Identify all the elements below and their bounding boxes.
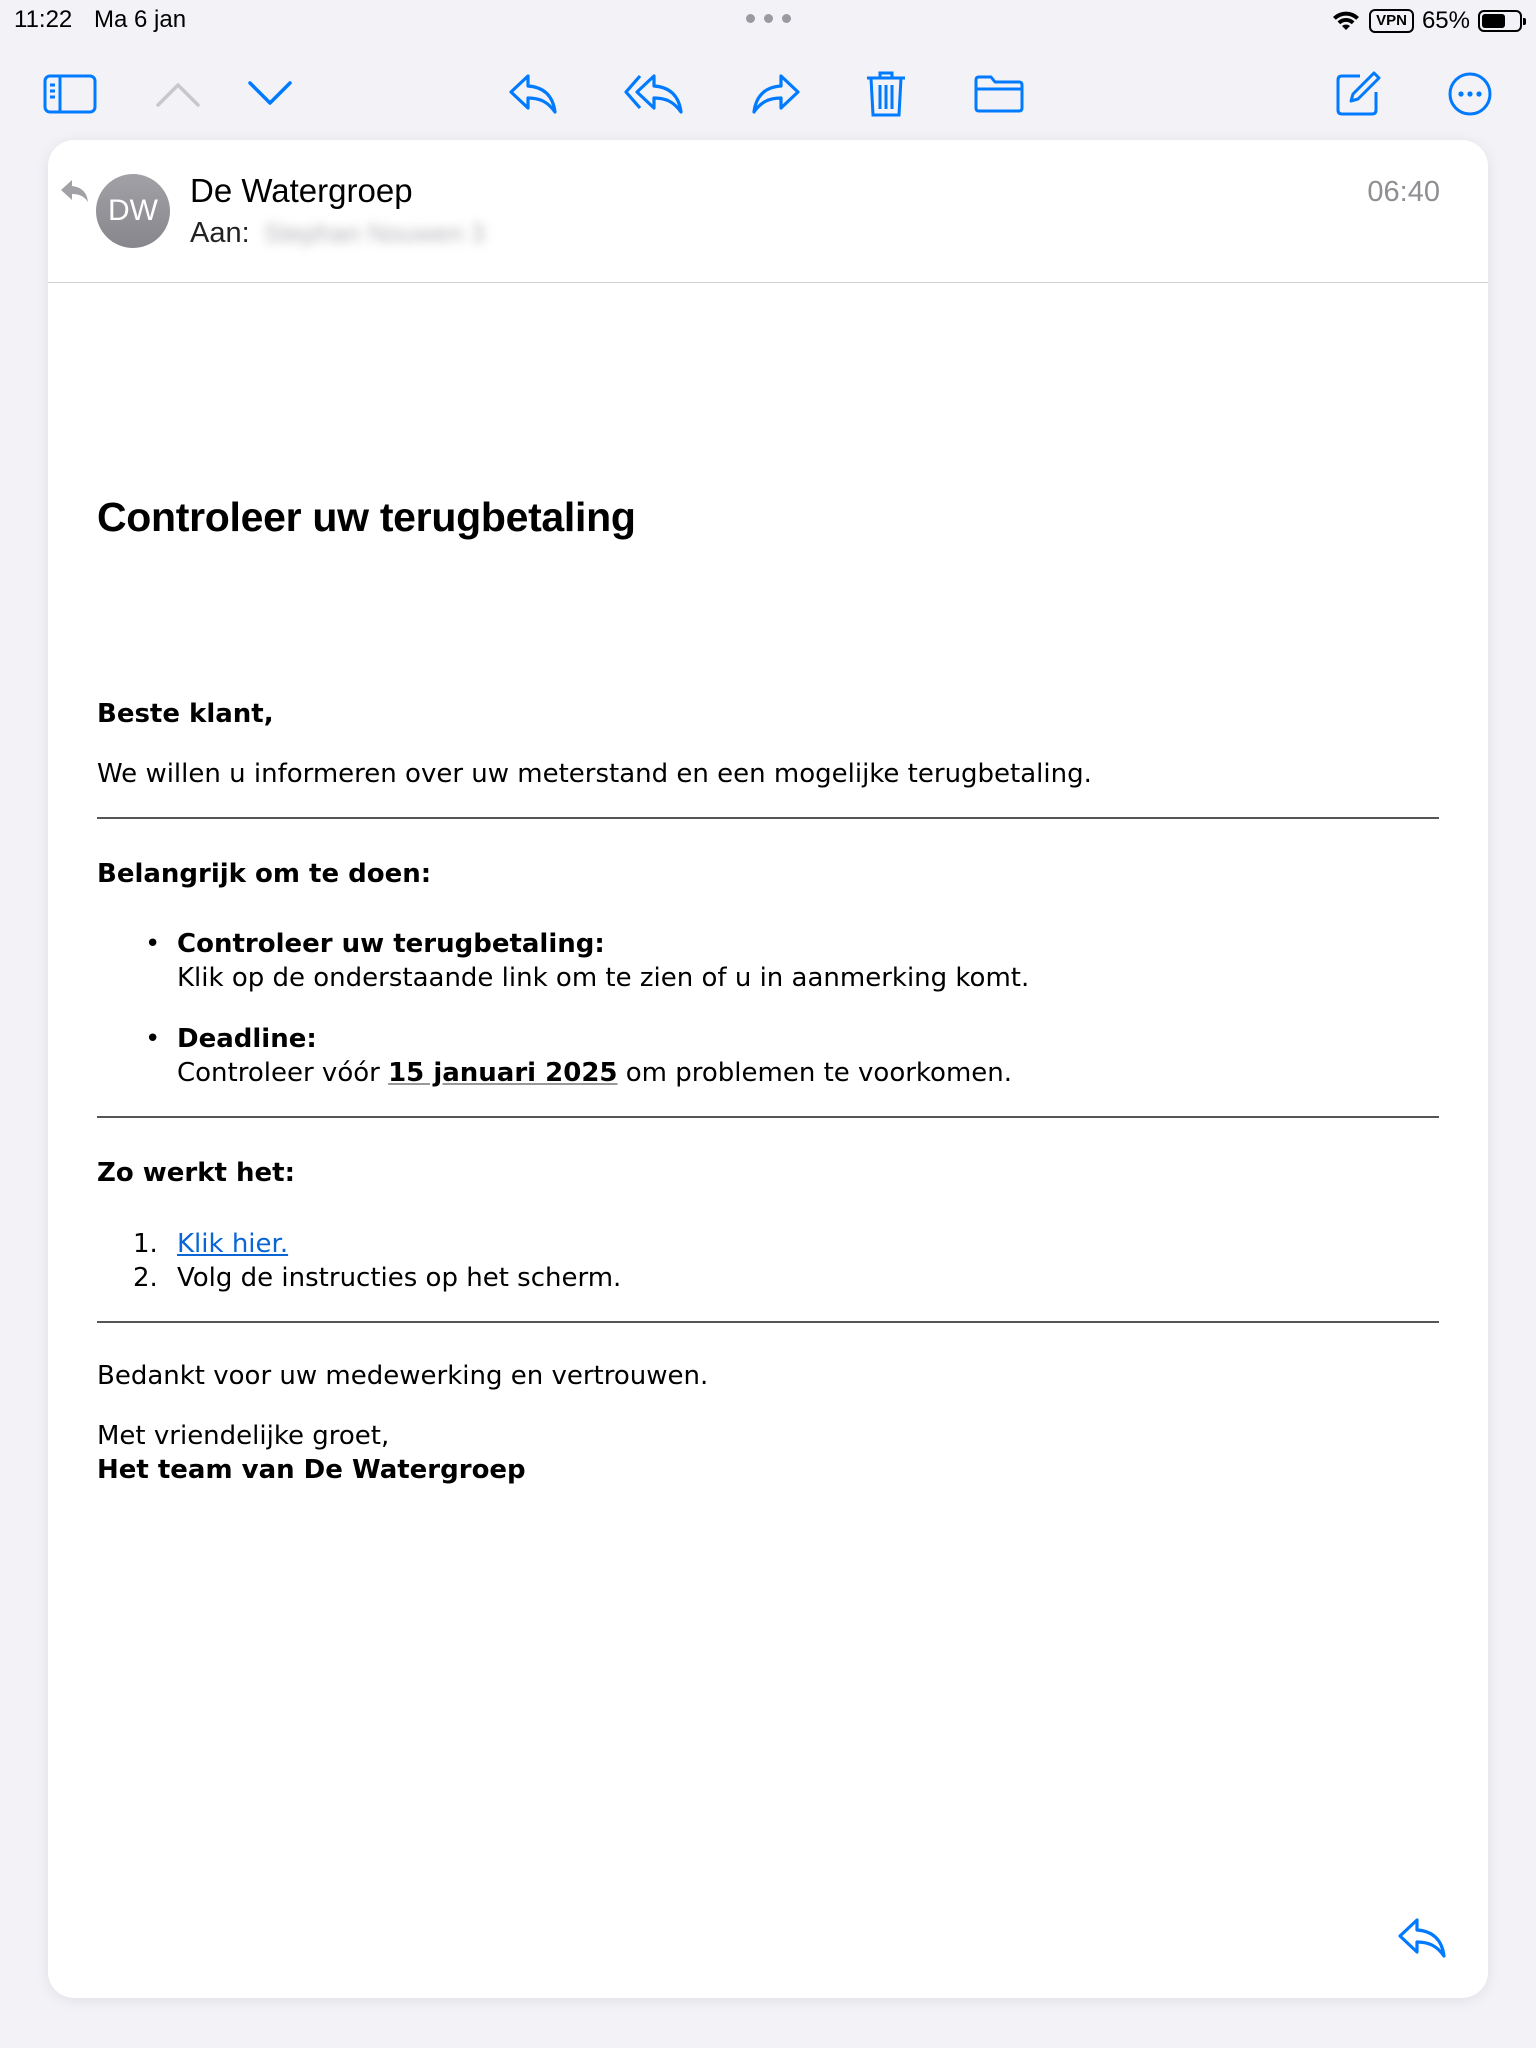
compose-button[interactable] [1328,64,1388,124]
forward-icon [751,72,801,116]
status-date: Ma 6 jan [94,6,187,33]
recipient-name[interactable]: Stephan Nouwen 3 [263,218,485,248]
reply-all-button[interactable] [624,64,684,124]
important-heading: Belangrijk om te doen: [97,859,432,889]
divider [97,1321,1439,1323]
battery-fill [1482,14,1505,28]
chevron-down-icon [246,79,294,109]
more-icon [1447,71,1493,117]
step-number: 2. [133,1263,158,1293]
chevron-up-icon [154,79,202,109]
reply-icon [508,72,558,116]
sidebar-icon [43,73,97,115]
recipient-row [190,217,485,250]
multitasking-dots-icon[interactable] [746,14,792,24]
status-time: 11:22 [14,6,73,33]
deadline-text-after: om problemen te voorkomen. [617,1058,1013,1088]
step-number: 1. [133,1229,158,1259]
email-subject: Controleer uw terugbetaling [97,494,636,540]
to-label: Aan: [190,217,250,249]
email-header [48,140,1488,283]
forward-button[interactable] [746,64,806,124]
folder-icon [973,74,1025,114]
how-heading: Zo werkt het: [97,1158,295,1188]
previous-message-button[interactable] [148,64,208,124]
compose-icon [1334,70,1382,118]
item-text-refund: Klik op de onderstaande link om te zien of u in aanmerking komt. [177,963,1030,993]
delete-button[interactable] [856,64,916,124]
reply-all-icon [624,72,684,116]
mail-toolbar [0,56,1536,128]
sender-name[interactable]: De Watergroep [190,172,413,209]
divider [97,1116,1439,1118]
item-title-deadline: Deadline: [177,1024,317,1054]
received-time: 06:40 [1367,176,1440,208]
bullet-dot: • [145,929,161,959]
deadline-date[interactable]: 15 januari 2025 [388,1058,618,1088]
trash-icon [864,69,908,119]
next-message-button[interactable] [240,64,300,124]
click-here-link[interactable]: Klik hier. [177,1229,289,1259]
avatar[interactable]: DW [96,174,170,248]
email-card [48,140,1488,1998]
greeting: Beste klant, [97,699,274,729]
move-to-folder-button[interactable] [969,64,1029,124]
more-actions-button[interactable] [1440,64,1500,124]
thanks-text: Bedankt voor uw medewerking en vertrouwen. [97,1361,709,1391]
closing-text: Met vriendelijke groet, [97,1421,390,1451]
signature: Het team van De Watergroep [97,1455,526,1485]
step-text: Volg de instructies op het scherm. [177,1263,622,1293]
battery-percent: 65% [1421,7,1470,34]
status-indicators [1331,4,1522,38]
wifi-icon [1331,9,1361,33]
item-title-refund: Controleer uw terugbetaling: [177,929,605,959]
reply-button[interactable] [503,64,563,124]
reply-icon [1397,1916,1447,1960]
vpn-badge: VPN [1369,9,1414,33]
item-text-deadline [177,1056,1012,1090]
intro-text: We willen u informeren over uw meterstand en een mogelijke terugbetaling. [97,759,1092,789]
battery-icon [1478,10,1522,32]
reply-button-bottom[interactable] [1392,1908,1452,1968]
sidebar-toggle-button[interactable] [40,64,100,124]
replied-indicator-icon [60,178,90,204]
divider [97,817,1439,819]
status-bar [0,0,1536,44]
bullet-dot: • [145,1024,161,1054]
deadline-text-before: Controleer vóór [177,1058,389,1088]
